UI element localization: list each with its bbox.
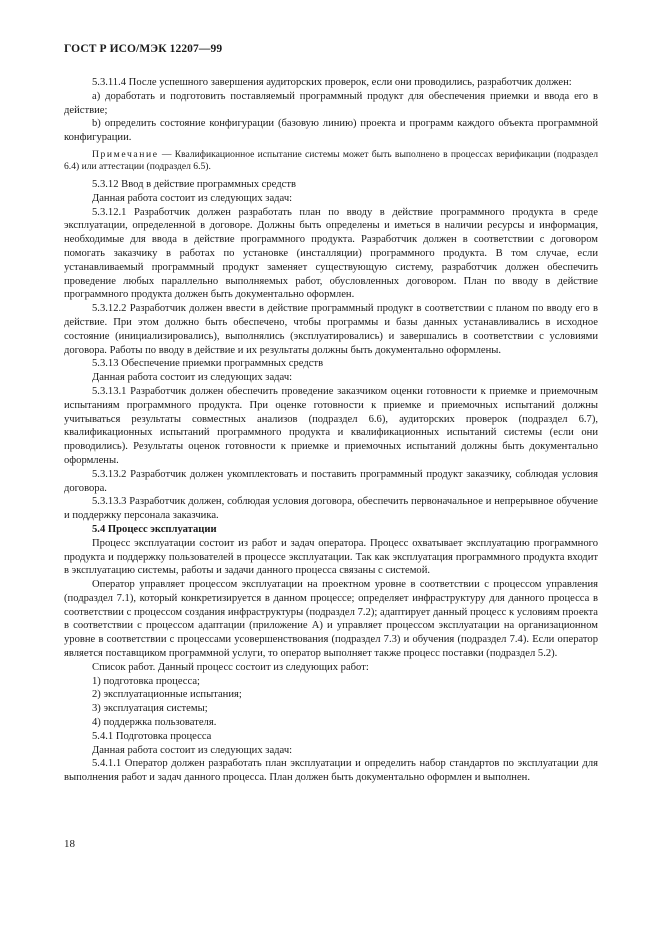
paragraph: Процесс эксплуатации состоит из работ и задач оператора. Процесс охватывает эксплуатацию программного продукта и поддержку пользователей в процессе эксплуатации. Так как эксплуатация программного продукта входит в эксплуатацию системы, работы и задачи данного процесса связаны с системой. <box>64 537 598 577</box>
section-title: 5.4 Процесс эксплуатации <box>92 523 217 535</box>
section-heading: 5.3.13 Обеспечение приемки программных средств <box>92 358 324 370</box>
note <box>64 149 598 174</box>
paragraph: Данная работа состоит из следующих задач: <box>92 744 293 756</box>
document-header: ГОСТ Р ИСО/МЭК 12207—99 <box>64 43 223 55</box>
page-number: 18 <box>64 838 75 850</box>
paragraph: Данная работа состоит из следующих задач: <box>92 372 293 384</box>
note-label: Примечание <box>92 148 159 160</box>
section-heading: 5.3.12 Ввод в действие программных средств <box>92 178 296 190</box>
note-text: — Квалификационное испытание системы может быть выполнено в процессах верификации (подраздел 6.4) или аттестации (подраздел 6.5). <box>64 148 598 173</box>
list-item: 1) подготовка процесса; <box>92 675 200 687</box>
paragraph: 5.3.11.4 После успешного завершения аудиторских проверок, если они проводились, разработчик должен: <box>92 77 572 88</box>
list-item: b) определить состояние конфигурации (базовую линию) проекта и программ каждого объекта программной конфигурации. <box>64 118 598 144</box>
paragraph: 5.4.1.1 Оператор должен разработать план эксплуатации и определить набор стандартов по эксплуатации для выполнения работ и задач данного процесса. План должен быть документально оформлен и выполнен. <box>64 758 598 784</box>
section-heading: 5.4.1 Подготовка процесса <box>92 730 212 742</box>
list-item: 2) эксплуатационные испытания; <box>92 689 242 701</box>
paragraph: 5.3.12.1 Разработчик должен разработать план по вводу в действие программного продукта в среде эксплуатации, определенной в договоре. Должны быть определены и иметься в наличии ресурсы и информация, необходимые для ввода в действие программного продукта. Разработчик должен в соответствии с договором помогать заказчику в работах по установке (инсталляции) программного продукта. В том случае, если устанавливаемый программный продукт заменяет существующую систему, разработчик должен обеспечить проведение любых параллельно выполняемых работ, обусловленных договором. План по вводу в действие программного продукта должен быть документально оформлен. <box>64 206 598 301</box>
paragraph: Оператор управляет процессом эксплуатации на проектном уровне в соответствии с процессом управления (подраздел 7.1), который конкретизируется в данном процессе; определяет инфраструктуру для данного процесса в соответствии с процессом создания инфраструктуры (подраздел 7.2); адаптирует данный процесс к условиям проекта в соответствии с процессом адаптации (приложение А) и управляет процессом эксплуатации на организационном уровне в соответствии с процессами усовершенствования (подраздел 7.3) и обучения (подраздел 7.4). Если оператор является поставщиком программной услуги, то оператор выполняет также процесс поставки (подраздел 5.2). <box>64 579 598 660</box>
document-body <box>64 76 598 785</box>
paragraph: Список работ. Данный процесс состоит из следующих работ: <box>92 661 369 673</box>
list-item: 3) эксплуатация системы; <box>92 703 208 715</box>
paragraph: 5.3.12.2 Разработчик должен ввести в действие программный продукт в соответствии с планом по вводу его в действие. При этом должно быть обеспечено, чтобы программы и базы данных устанавливались в исходное состояние (инициализировались), выполнялись (эксплуатировались) и завершались в соответствии с условиями договора. Работы по вводу в действие и их результаты должны быть документально оформлены. <box>64 303 598 356</box>
paragraph: 5.3.13.1 Разработчик должен обеспечить проведение заказчиком оценки готовности к приемке и приемочным испытаниям программного продукта. При оценке готовности к приемке и приемочных испытаний должны учитываться результаты совместных анализов (подраздел 6.6), аудиторских проверок (подраздел 6.7), квалификационных испытаний программного продукта и квалификационных испытаний системы (если они проводились). Результаты оценок готовности к приемке и приемочных испытаний должны быть документально оформлены. <box>64 385 598 466</box>
list-item: 4) поддержка пользователя. <box>92 717 217 729</box>
paragraph: 5.3.13.3 Разработчик должен, соблюдая условия договора, обеспечить первоначальное и непрерывное обучение и поддержку персонала заказчика. <box>64 496 598 522</box>
list-item: a) доработать и подготовить поставляемый программный продукт для обеспечения приемки и ввода его в действие; <box>64 90 598 116</box>
paragraph: 5.3.13.2 Разработчик должен укомплектовать и поставить программный продукт заказчику, соблюдая условия договора. <box>64 468 598 494</box>
paragraph: Данная работа состоит из следующих задач: <box>92 192 293 204</box>
